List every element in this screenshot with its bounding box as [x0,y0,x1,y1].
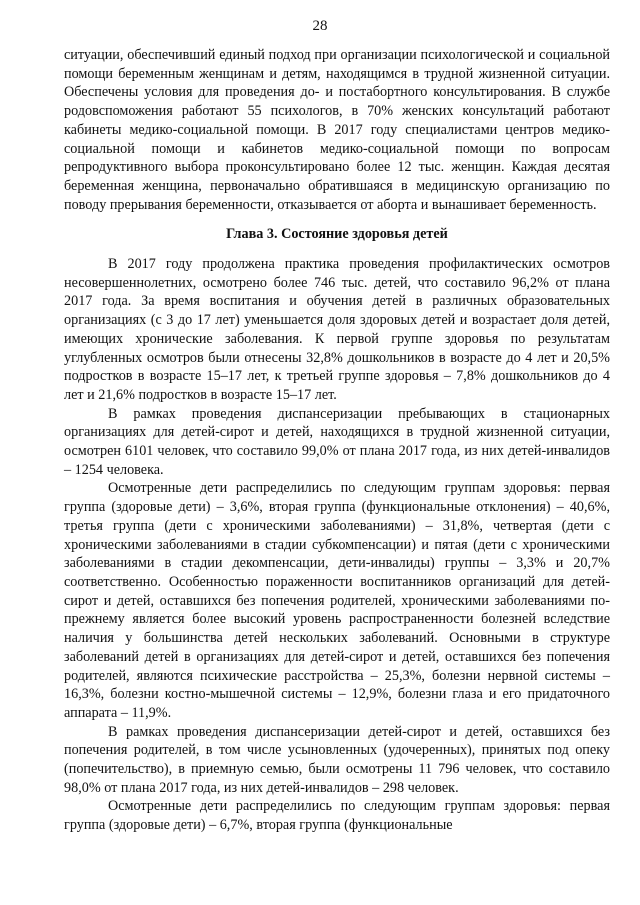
page-body [64,46,610,835]
paragraph-health-groups-family: Осмотренные дети распределились по следующим группам здоровья: первая группа (здоровые дети) – 6,7%, вторая группа (функциональные [64,798,610,834]
paragraph-orphan-institutions-screening: В рамках проведения диспансеризации пребывающих в стационарных организациях для детей-сирот и детей, находящихся в трудной жизненной ситуации, осмотрен 6101 человек, что составило 99,0% от плана 2017 года, из них детей-инвалидов – 1254 человека. [64,405,610,478]
paragraph-preventive-exams: В 2017 году продолжена практика проведения профилактических осмотров несовершеннолетних, осмотрено более 746 тыс. детей, что составило 96,2% от плана 2017 года. За время воспитания и обучения детей в различных образовательных организациях (с 3 до 17 лет) уменьшается доля здоровых детей и возрастает доля детей, имеющих хронические заболевания. К первой группе здоровья по результатам углубленных осмотров были отнесены 32,8% дошкольников в возрасте до 4 лет и 20,5% подростков в возрасте 15–17 лет, к третьей группе здоровья – 7,8% дошкольников до 4 лет и 21,6% подростков в возрасте 15–17 лет. [64,256,610,403]
page-number: 28 [312,18,328,34]
paragraph-health-groups-institutions: Осмотренные дети распределились по следующим группам здоровья: первая группа (здоровые дети) – 3,6%, вторая группа (функциональные отклонения) – 40,6%, третья группа (дети с хроническими заболеваниями) – 31,8%, четвертая (дети с хроническими заболеваниями в стадии субкомпенсации) и пятая (дети с хроническими заболеваниями в стадии декомпенсации, дети-инвалиды) группы – 3,3% и 20,7% соответственно. Особенностью пораженности воспитанников организаций для детей-сирот и детей, оставшихся без попечения родителей, хроническими заболеваниями по-прежнему является более высокий уровень распространенности болезней вследствие наличия у большинства детей нескольких заболеваний. Основными в структуре заболеваний детей в организациях для детей-сирот и детей, оставшихся без попечения родителей, являются психические расстройства – 25,3%, болезни нервной системы – 16,3%, болезни костно-мышечной системы – 12,9%, болезни глаза и его придаточного аппарата – 11,9%. [64,480,610,721]
chapter-heading: Глава 3. Состояние здоровья детей [226,226,448,243]
paragraph-continuation: ситуации, обеспечивший единый подход при организации психологической и социальной помощи беременным женщинам и детям, находящимся в трудной жизненной ситуации. Обеспечены условия для проведения до- и постабортного консультирования. В службе родовспоможения работают 55 психологов, в 70% женских консультаций работают кабинеты медико-социальной помощи. В 2017 году специалистами центров медико-социальной помощи и кабинетов медико-социальной помощи по вопросам репродуктивного выбора проконсультировано более 12 тыс. женщин. Каждая десятая беременная женщина, первоначально обратившаяся в медицинскую организацию по поводу прерывания беременности, отказывается от аборта и вынашивает беременность. [64,47,610,213]
paragraph-family-placement-screening: В рамках проведения диспансеризации детей-сирот и детей, оставшихся без попечения родителей, в том числе усыновленных (удочеренных), принятых под опеку (попечительство), в приемную семью, были осмотрены 11 796 человек, что составило 98,0% от плана 2017 года, из них детей-инвалидов – 298 человек. [64,723,610,796]
